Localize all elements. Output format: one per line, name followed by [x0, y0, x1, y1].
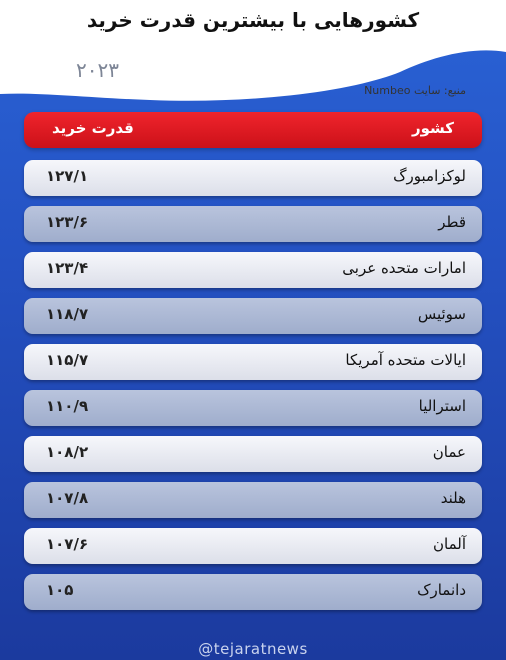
watermark-handle: @tejaratnews — [198, 640, 308, 658]
page-title: کشورهایی با بیشترین قدرت خرید — [86, 8, 420, 32]
table-row — [24, 528, 482, 564]
purchasing-power-value: ۱۱۰/۹ — [46, 397, 89, 415]
purchasing-power-value: ۱۱۸/۷ — [46, 305, 89, 323]
table-row — [24, 298, 482, 334]
column-header-country: کشور — [411, 119, 454, 137]
purchasing-power-value: ۱۰۸/۲ — [46, 443, 89, 461]
country-name: ایالات متحده آمریکا — [345, 351, 466, 369]
table-row — [24, 206, 482, 242]
purchasing-power-value: ۱۰۷/۸ — [46, 489, 89, 507]
table-row — [24, 436, 482, 472]
source-note: منبع: سایت Numbeo — [364, 84, 466, 97]
year-label: ۲۰۲۳ — [76, 58, 119, 82]
table-row — [24, 574, 482, 610]
country-name: آلمان — [433, 535, 466, 553]
table-row — [24, 344, 482, 380]
table-row — [24, 252, 482, 288]
country-name: عمان — [432, 443, 466, 461]
country-name: استرالیا — [418, 397, 466, 415]
table-row — [24, 390, 482, 426]
purchasing-power-value: ۱۰۷/۶ — [46, 535, 89, 553]
purchasing-power-value: ۱۰۵ — [46, 581, 74, 599]
country-name: هلند — [440, 489, 466, 507]
purchasing-power-value: ۱۲۳/۴ — [46, 259, 89, 277]
country-name: قطر — [438, 213, 466, 231]
country-name: سوئیس — [417, 305, 466, 323]
purchasing-power-value: ۱۲۷/۱ — [46, 167, 89, 185]
country-name: لوکزامبورگ — [393, 167, 466, 185]
country-name: دانمارک — [417, 581, 466, 599]
country-name: امارات متحده عربی — [342, 259, 466, 277]
column-header-value: قدرت خرید — [52, 119, 134, 137]
purchasing-power-value: ۱۱۵/۷ — [46, 351, 89, 369]
purchasing-power-value: ۱۲۳/۶ — [46, 213, 89, 231]
table-row — [24, 160, 482, 196]
table-header — [24, 112, 482, 148]
table-row — [24, 482, 482, 518]
